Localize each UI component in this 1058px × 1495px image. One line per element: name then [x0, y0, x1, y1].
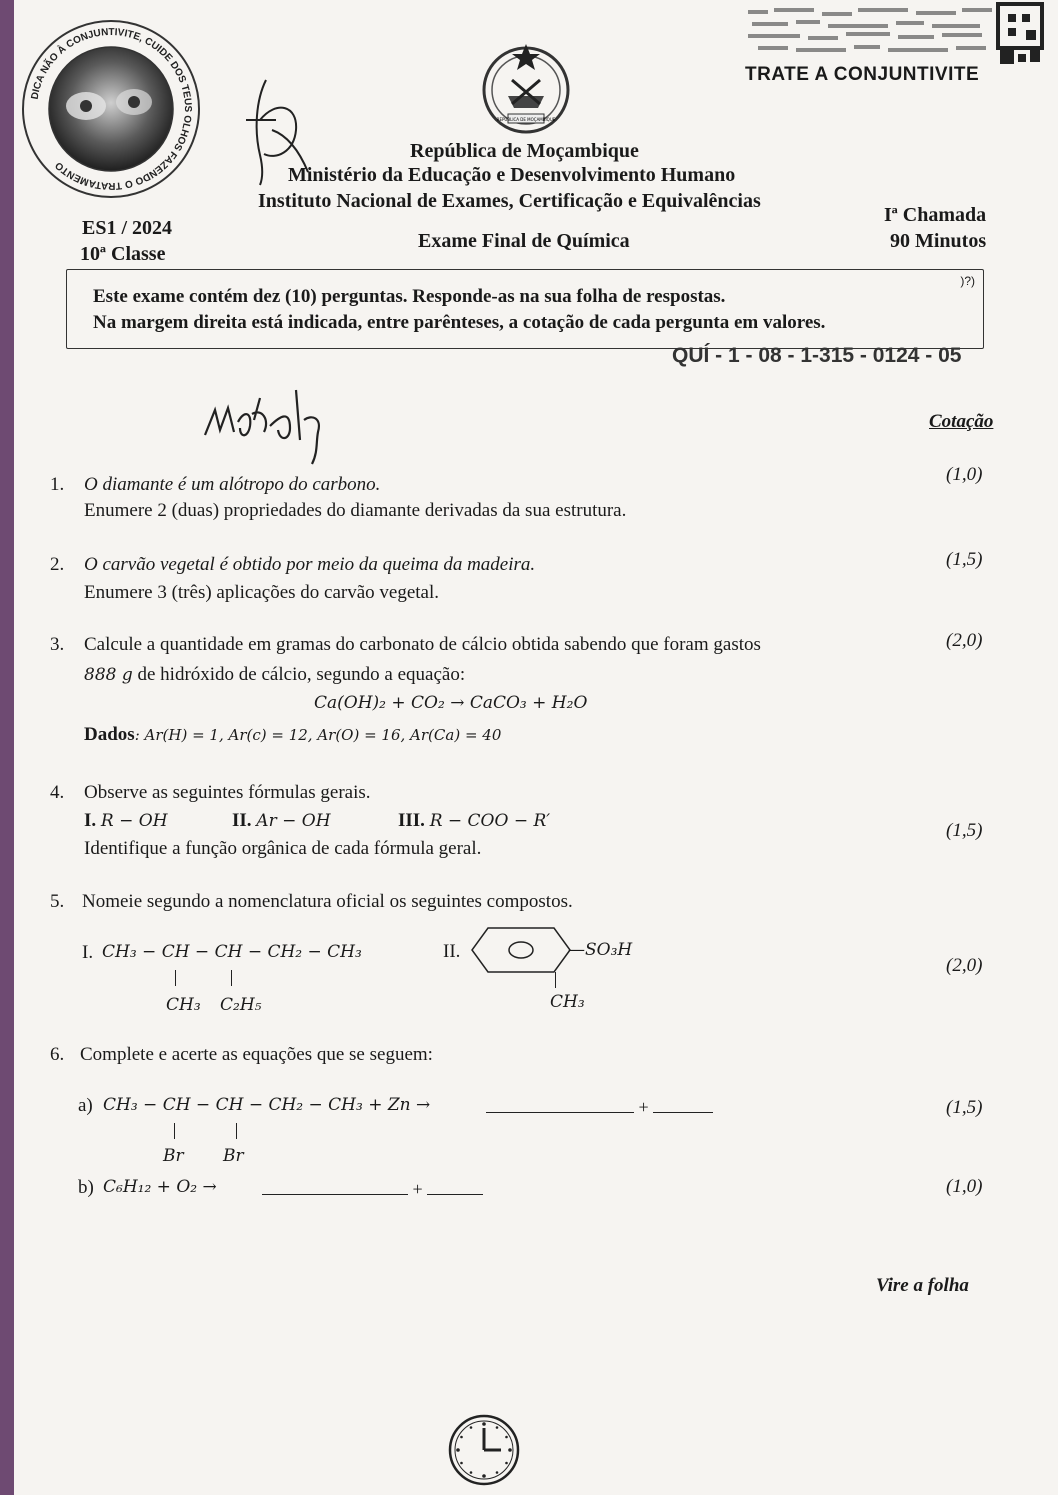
qr-code-strip: [746, 2, 1046, 70]
header-institute: Instituto Nacional de Exames, Certificação e Equivalências: [258, 190, 761, 212]
q3-equation: Ca(OH)₂ + CO₂ → CaCO₃ + H₂O: [314, 693, 588, 713]
q3-mass-value: 888 g: [84, 665, 133, 685]
q5-compound-1-label: I.: [82, 942, 94, 963]
q3-line2-text: de hidróxido de cálcio, segundo a equação:: [132, 664, 466, 685]
q5-sub-ethyl: C₂H₅: [220, 995, 262, 1015]
q4-f2-label: II.: [232, 810, 252, 831]
benzene-ring-icon: [466, 926, 576, 976]
q4-f3: R − COO − R′: [429, 811, 551, 831]
q4-f1: R − OH: [100, 811, 168, 831]
q1-statement: O diamante é um alótropo do carbono.: [84, 474, 381, 495]
q4-formula-1: [84, 810, 168, 832]
conjunctivitis-stamp: [16, 14, 206, 204]
q2-statement: O carvão vegetal é obtido por meio da queima da madeira.: [84, 554, 536, 575]
q4-number: 4.: [50, 782, 65, 803]
exam-title: Exame Final de Química: [418, 230, 630, 252]
header-grade: 10ª Classe: [80, 243, 166, 265]
instructions-box: [66, 269, 984, 349]
q1-score: (1,0): [946, 464, 983, 485]
q5-sub-methyl-2: CH₃: [550, 992, 585, 1012]
q6b-equation: C₆H₁₂ + O₂ →: [103, 1177, 217, 1197]
q2-number: 2.: [50, 554, 65, 575]
q4-f2: Ar − OH: [256, 811, 331, 831]
instructions-line-2: Na margem direita está indicada, entre parênteses, a cotação de cada pergunta em valores.: [93, 312, 826, 333]
q6b-label: b): [78, 1177, 94, 1198]
q5-bond-2: [231, 970, 232, 986]
header-call: Iª Chamada: [884, 204, 987, 226]
q5-intro: Nomeie segundo a nomenclatura oficial os seguintes compostos.: [82, 891, 573, 912]
q6b-blank-2[interactable]: [427, 1178, 483, 1195]
q4-f3-label: III.: [398, 810, 425, 831]
q6-number: 6.: [50, 1044, 65, 1065]
q5-number: 5.: [50, 891, 65, 912]
cotacao-heading: Cotação: [929, 411, 994, 432]
q3-data-values: : Ar(H) = 1, Ar(c) = 12, Ar(O) = 16, Ar(Ca) = 40: [134, 726, 502, 744]
q4-intro: Observe as seguintes fórmulas gerais.: [84, 782, 371, 803]
header-republic: República de Moçambique: [410, 140, 639, 162]
q2-task: Enumere 3 (três) aplicações do carvão vegetal.: [84, 582, 440, 603]
trate-banner: TRATE A CONJUNTIVITE: [745, 64, 980, 85]
header-ministry: Ministério da Educação e Desenvolvimento Humano: [288, 164, 736, 186]
q5-compound-1-chain: CH₃ − CH − CH − CH₂ − CH₃: [102, 942, 362, 962]
q5-sub-methyl: CH₃: [166, 995, 201, 1015]
q6a-bond-1: [174, 1123, 175, 1139]
q6b-blanks: [262, 1178, 483, 1200]
q3-line2: [84, 664, 465, 686]
q5-bond-1: [175, 970, 176, 986]
mozambique-emblem: [478, 40, 574, 136]
q5-bond-3: [555, 972, 556, 988]
q6a-equation: CH₃ − CH − CH − CH₂ − CH₃ + Zn →: [103, 1095, 431, 1115]
q6b-plus: +: [412, 1179, 423, 1199]
q1-task: Enumere 2 (duas) propriedades do diamante derivadas da sua estrutura.: [84, 500, 627, 521]
q6a-bond-2: [236, 1123, 237, 1139]
q4-formula-2: [232, 810, 331, 832]
emblem-caption: REPÚBLICA DE MOÇAMBIQUE: [496, 117, 556, 122]
q1-number: 1.: [50, 474, 65, 495]
q3-number: 3.: [50, 634, 65, 655]
stamp-ring-text: DICA NÃO À CONJUNTIVITE, CUIDE DOS TEUS OLHOS FAZENDO O TRATAMENTO: [29, 26, 194, 192]
q6a-blank-1[interactable]: [486, 1096, 634, 1113]
q6a-sub-br-1: Br: [163, 1146, 184, 1166]
q2-score: (1,5): [946, 549, 983, 570]
q5-compound-2-label: II.: [443, 941, 461, 962]
q6a-plus: +: [638, 1097, 649, 1117]
q3-data-label: Dados: [84, 724, 135, 745]
header-duration: 90 Minutos: [890, 230, 987, 252]
q4-score: (1,5): [946, 820, 983, 841]
q4-formula-3: [398, 810, 550, 832]
vire-a-folha: Vire a folha: [876, 1275, 969, 1296]
q6a-sub-br-2: Br: [223, 1146, 244, 1166]
q4-task: Identifique a função orgânica de cada fórmula geral.: [84, 838, 482, 859]
instructions-mark: )?): [960, 274, 975, 288]
q6b-blank-1[interactable]: [262, 1178, 408, 1195]
header-session: ES1 / 2024: [82, 217, 173, 239]
q6a-label: a): [78, 1095, 93, 1116]
q3-data: [84, 724, 501, 746]
q6a-blank-2[interactable]: [653, 1096, 713, 1113]
q5-sulfonic-group: —SO₃H: [568, 940, 633, 960]
instructions-line-1: Este exame contém dez (10) perguntas. Responde-as na sua folha de respostas.: [93, 286, 726, 307]
q3-line1: Calcule a quantidade em gramas do carbonato de cálcio obtida sabendo que foram gastos: [84, 634, 761, 655]
q6a-score: (1,5): [946, 1097, 983, 1118]
q3-score: (2,0): [946, 630, 983, 651]
q6a-blanks: [486, 1096, 713, 1118]
left-edge-bar: [0, 0, 14, 1495]
q6b-score: (1,0): [946, 1176, 983, 1197]
q5-score: (2,0): [946, 955, 983, 976]
exam-code: QUÍ - 1 - 08 - 1-315 - 0124 - 05: [672, 344, 962, 367]
q4-f1-label: I.: [84, 810, 97, 831]
handwritten-name: [200, 380, 350, 470]
clock-icon: [447, 1413, 521, 1487]
q6-intro: Complete e acerte as equações que se seguem:: [80, 1044, 433, 1065]
